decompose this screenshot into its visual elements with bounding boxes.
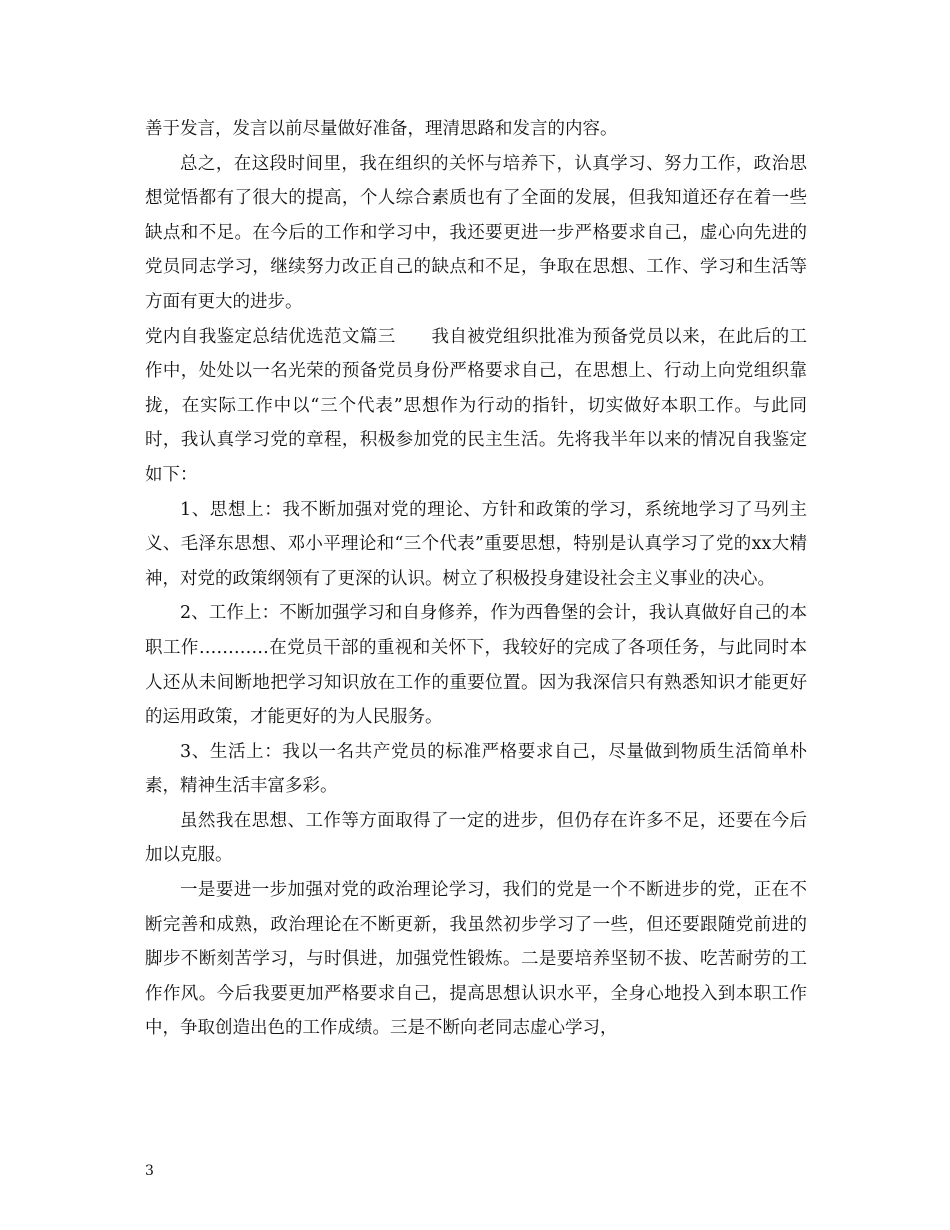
paragraph-improvements: 一是要进一步加强对党的政治理论学习，我们的党是一个不断进步的党，正在不断完善和成熟，政治理论在不断更新，我虽然初步学习了一些，但还要跟随党前进的脚步不断刻苦学习，与时俱进，加强党性锻炼。二是要培养坚韧不拔、吃苦耐劳的工作作风。今后我要更加严格要求自己，提高思想认识水平，全身心地投入到本职工作中，争取创造出色的工作成绩。三是不断向老同志虚心学习， <box>145 880 807 1039</box>
paragraph-section-three-intro: 党内自我鉴定总结优选范文篇三 我自被党组织批准为预备党员以来，在此后的工作中，处处以一名光荣的预备党员身份严格要求自己，在思想上、行动上向党组织靠拢，在实际工作中以“三个代表”思想作为行动的指针，切实做好本职工作。与此同时，我认真学习党的章程，积极参加党的民主生活。先将我半年以来的情况自我鉴定如下： <box>145 326 807 485</box>
paragraph-thought: 1、思想上：我不断加强对党的理论、方针和政策的学习，系统地学习了马列主义、毛泽东思想、邓小平理论和“三个代表”重要思想，特别是认真学习了党的xx大精神，对党的政策纲领有了更深的认识。树立了积极投身建设社会主义事业的决心。 <box>145 499 807 589</box>
paragraph-continuation: 善于发言，发言以前尽量做好准备，理清思路和发言的内容。 <box>145 119 618 139</box>
document-body <box>145 112 807 1046</box>
paragraph-shortcomings: 虽然我在思想、工作等方面取得了一定的进步，但仍存在许多不足，还要在今后加以克服。 <box>145 810 807 866</box>
paragraph-life: 3、生活上：我以一名共产党员的标准严格要求自己，尽量做到物质生活简单朴素，精神生活丰富多彩。 <box>145 741 807 797</box>
paragraph-work: 2、工作上：不断加强学习和自身修养，作为西鲁堡的会计，我认真做好自己的本职工作…………在党员干部的重视和关怀下，我较好的完成了各项任务，与此同时本人还从未间断地把学习知识放在工作的重要位置。因为我深信只有熟悉知识才能更好的运用政策，才能更好的为人民服务。 <box>145 603 807 728</box>
paragraph-summary: 总之，在这段时间里，我在组织的关怀与培养下，认真学习、努力工作，政治思想觉悟都有了很大的提高，个人综合素质也有了全面的发展，但我知道还存在着一些缺点和不足。在今后的工作和学习中，我还要更进一步严格要求自己，虚心向先进的党员同志学习，继续努力改正自己的缺点和不足，争取在思想、工作、学习和生活等方面有更大的进步。 <box>145 153 807 312</box>
page-number: 3 <box>145 1163 154 1179</box>
